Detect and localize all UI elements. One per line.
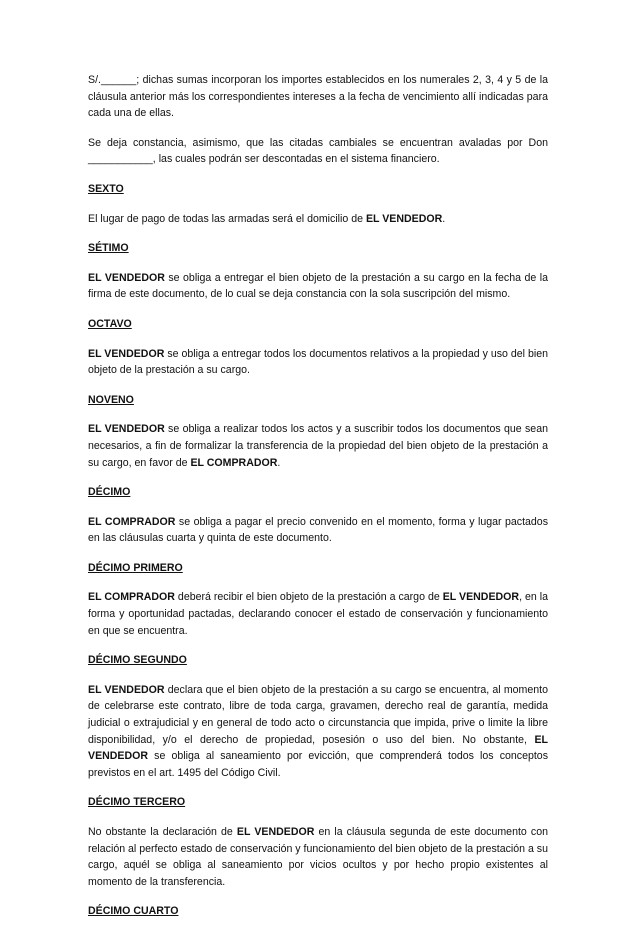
- party-vendedor: EL VENDEDOR: [88, 271, 165, 284]
- party-vendedor: EL VENDEDOR: [442, 591, 520, 604]
- paragraph-text: S/.______; dichas sumas incorporan los importes establecidos en los numerales 2, 3, 4 y 5 de la cláusula anterior más los correspondientes intereses a la fecha de vencimiento allí indicadas para cada una de ellas.: [88, 74, 548, 120]
- clause-text: se obliga a entregar el bien objeto de la prestación a su cargo en la fecha de la firma de este documento, de lo cual se deja constancia con la sola suscripción del mismo.: [88, 271, 548, 301]
- clause-text: deberá recibir el bien objeto de la prestación a cargo de: [174, 591, 443, 604]
- clause-text: .: [442, 212, 446, 225]
- clause-text: en la cláusula segunda de este documento con relación al perfecto estado de conservación y funcionamiento del bien objeto de la prestación a su cargo, aquél se obliga al saneamiento por vicios ocultos y por hecho propio existentes al momento de la transferencia.: [88, 826, 548, 888]
- clause-text: El lugar de pago de todas las armadas será el domicilio de: [88, 212, 366, 225]
- clause-text: No obstante la declaración de: [88, 826, 237, 838]
- clause-heading-decimo-tercero: DÉCIMO TERCERO: [88, 796, 186, 809]
- clause-text: se obliga a pagar el precio convenido en el momento, forma y lugar pactados en las cláusulas cuarta y quinta de este documento.: [88, 515, 548, 545]
- party-comprador: EL COMPRADOR: [190, 456, 278, 469]
- clause-body-setimo: [88, 270, 548, 303]
- party-comprador: EL COMPRADOR: [88, 591, 175, 604]
- clause-body-noveno: [88, 421, 548, 471]
- party-vendedor: EL VENDEDOR: [88, 733, 548, 763]
- clause-heading-decimo: DÉCIMO: [88, 486, 131, 499]
- clause-heading-noveno: NOVENO: [88, 393, 134, 406]
- clause-text: .: [277, 456, 281, 469]
- clause-body-decimo-tercero: [88, 824, 548, 890]
- clause-body-octavo: [88, 346, 548, 379]
- clause-text: , en la forma y oportunidad pactadas, declarando conocer el estado de conservación y funcionamiento en que se encuentra.: [88, 591, 548, 637]
- document-page: [88, 72, 548, 933]
- party-comprador: EL COMPRADOR: [88, 515, 176, 528]
- paragraph-text: Se deja constancia, asimismo, que las citadas cambiales se encuentran avaladas por Don ___________, las cuales podrán ser descontadas en el sistema financiero.: [88, 136, 548, 166]
- party-vendedor: EL VENDEDOR: [88, 683, 165, 696]
- clause-heading-decimo-primero: DÉCIMO PRIMERO: [88, 561, 183, 574]
- paragraph-guarantee: [88, 135, 548, 168]
- clause-body-sexto: [88, 211, 548, 228]
- clause-text: se obliga a entregar todos los documentos relativos a la propiedad y uso del bien objeto de la prestación a su cargo.: [88, 347, 548, 377]
- clause-heading-sexto: SEXTO: [88, 182, 124, 195]
- clause-heading-octavo: OCTAVO: [88, 317, 132, 330]
- party-vendedor: EL VENDEDOR: [88, 423, 165, 436]
- clause-body-decimo-segundo: [88, 682, 548, 782]
- clause-text: se obliga a realizar todos los actos y a suscribir todos los documentos que sean necesarios, a fin de formalizar la transferencia de la propiedad del bien objeto de la prestación a su cargo, en favor de: [88, 423, 548, 469]
- clause-body-decimo-primero: [88, 589, 548, 639]
- clause-body-decimo: [88, 514, 548, 547]
- clause-text: declara que el bien objeto de la prestación a su cargo se encuentra, al momento de celebrarse este contrato, libre de toda carga, gravamen, derecho real de garantía, medida judicial o extrajudicial y en general de todo acto o circunstancia que impida, prive o limite la libre disponibilidad, y/o el derecho de propiedad, posesión o uso del bien. No obstante,: [88, 683, 548, 746]
- clause-heading-setimo: SÉTIMO: [88, 242, 129, 255]
- party-vendedor: EL VENDEDOR: [365, 212, 443, 225]
- clause-heading-decimo-segundo: DÉCIMO SEGUNDO: [88, 654, 187, 667]
- clause-heading-decimo-cuarto: DÉCIMO CUARTO: [88, 905, 179, 918]
- clause-text: se obliga al saneamiento por evicción, que comprenderá todos los conceptos previstos en el art. 1495 del Código Civil.: [88, 750, 548, 779]
- party-vendedor: EL VENDEDOR: [236, 826, 315, 838]
- party-vendedor: EL VENDEDOR: [88, 347, 165, 360]
- paragraph-installments: [88, 72, 548, 122]
